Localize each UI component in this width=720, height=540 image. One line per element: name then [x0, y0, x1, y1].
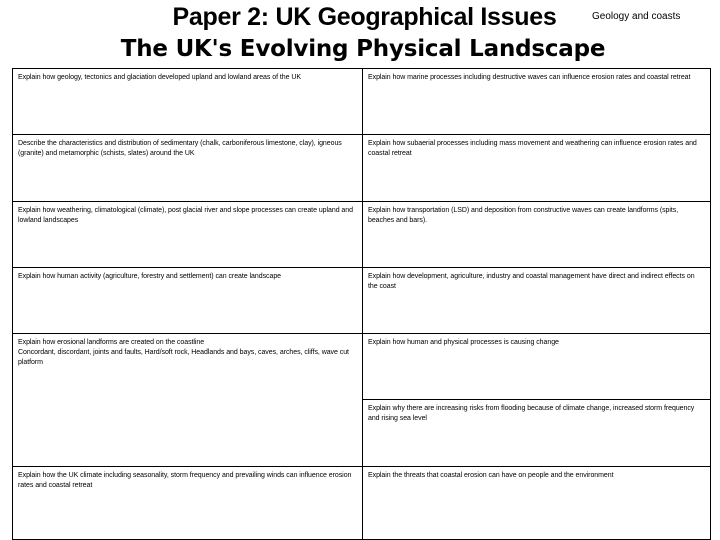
page-subtitle: The UK's Evolving Physical Landscape — [120, 36, 606, 62]
grid-cell[interactable] — [363, 334, 710, 400]
cell-text: Describe the characteristics and distribution of sedimentary (chalk, carboniferous limestone, clay), igneous (granite) and metamorphic (schists, slates) around the UK — [18, 140, 342, 157]
cell-text: Explain why there are increasing risks from flooding because of climate change, increased storm frequency and rising sea level — [368, 405, 695, 422]
grid-cell[interactable] — [363, 467, 710, 539]
topic-grid — [12, 68, 711, 540]
grid-cell[interactable] — [363, 135, 710, 202]
grid-cell[interactable] — [13, 202, 363, 268]
page-title: Paper 2: UK Geographical Issues — [172, 3, 557, 31]
topic-label: Geology and coasts — [592, 11, 681, 22]
grid-cell[interactable] — [13, 334, 363, 467]
cell-text: Explain how transportation (LSD) and deposition from constructive waves can create landforms (spits, beaches and bars). — [368, 207, 679, 224]
cell-text: Explain how the UK climate including seasonality, storm frequency and prevailing winds can influence erosion rates and coastal retreat — [18, 472, 352, 489]
grid-cell[interactable] — [13, 135, 363, 202]
cell-text: Explain how marine processes including destructive waves can influence erosion rates and coastal retreat — [368, 74, 691, 81]
grid-cell[interactable] — [363, 268, 710, 334]
grid-cell[interactable] — [13, 467, 363, 539]
grid-cell[interactable] — [13, 69, 363, 135]
cell-text: Explain how development, agriculture, industry and coastal management have direct and indirect effects on the coast — [368, 273, 695, 290]
cell-text: Explain how human and physical processes is causing change — [368, 339, 559, 346]
grid-cell[interactable] — [363, 69, 710, 135]
cell-text: Explain how erosional landforms are created on the coastline Concordant, discordant, joints and faults, Hard/soft rock, Headlands and bays, caves, arches, cliffs, wave cut platform — [18, 339, 349, 366]
cell-text: Explain the threats that coastal erosion can have on people and the environment — [368, 472, 614, 479]
grid-cell[interactable] — [363, 400, 710, 467]
grid-cell[interactable] — [13, 268, 363, 334]
cell-text: Explain how subaerial processes including mass movement and weathering can influence erosion rates and coastal retreat — [368, 140, 697, 157]
grid-cell[interactable] — [363, 202, 710, 268]
cell-text: Explain how geology, tectonics and glaciation developed upland and lowland areas of the UK — [18, 74, 301, 81]
cell-text: Explain how weathering, climatological (climate), post glacial river and slope processes can create upland and lowland landscapes — [18, 207, 353, 224]
cell-text: Explain how human activity (agriculture, forestry and settlement) can create landscape — [18, 273, 281, 280]
